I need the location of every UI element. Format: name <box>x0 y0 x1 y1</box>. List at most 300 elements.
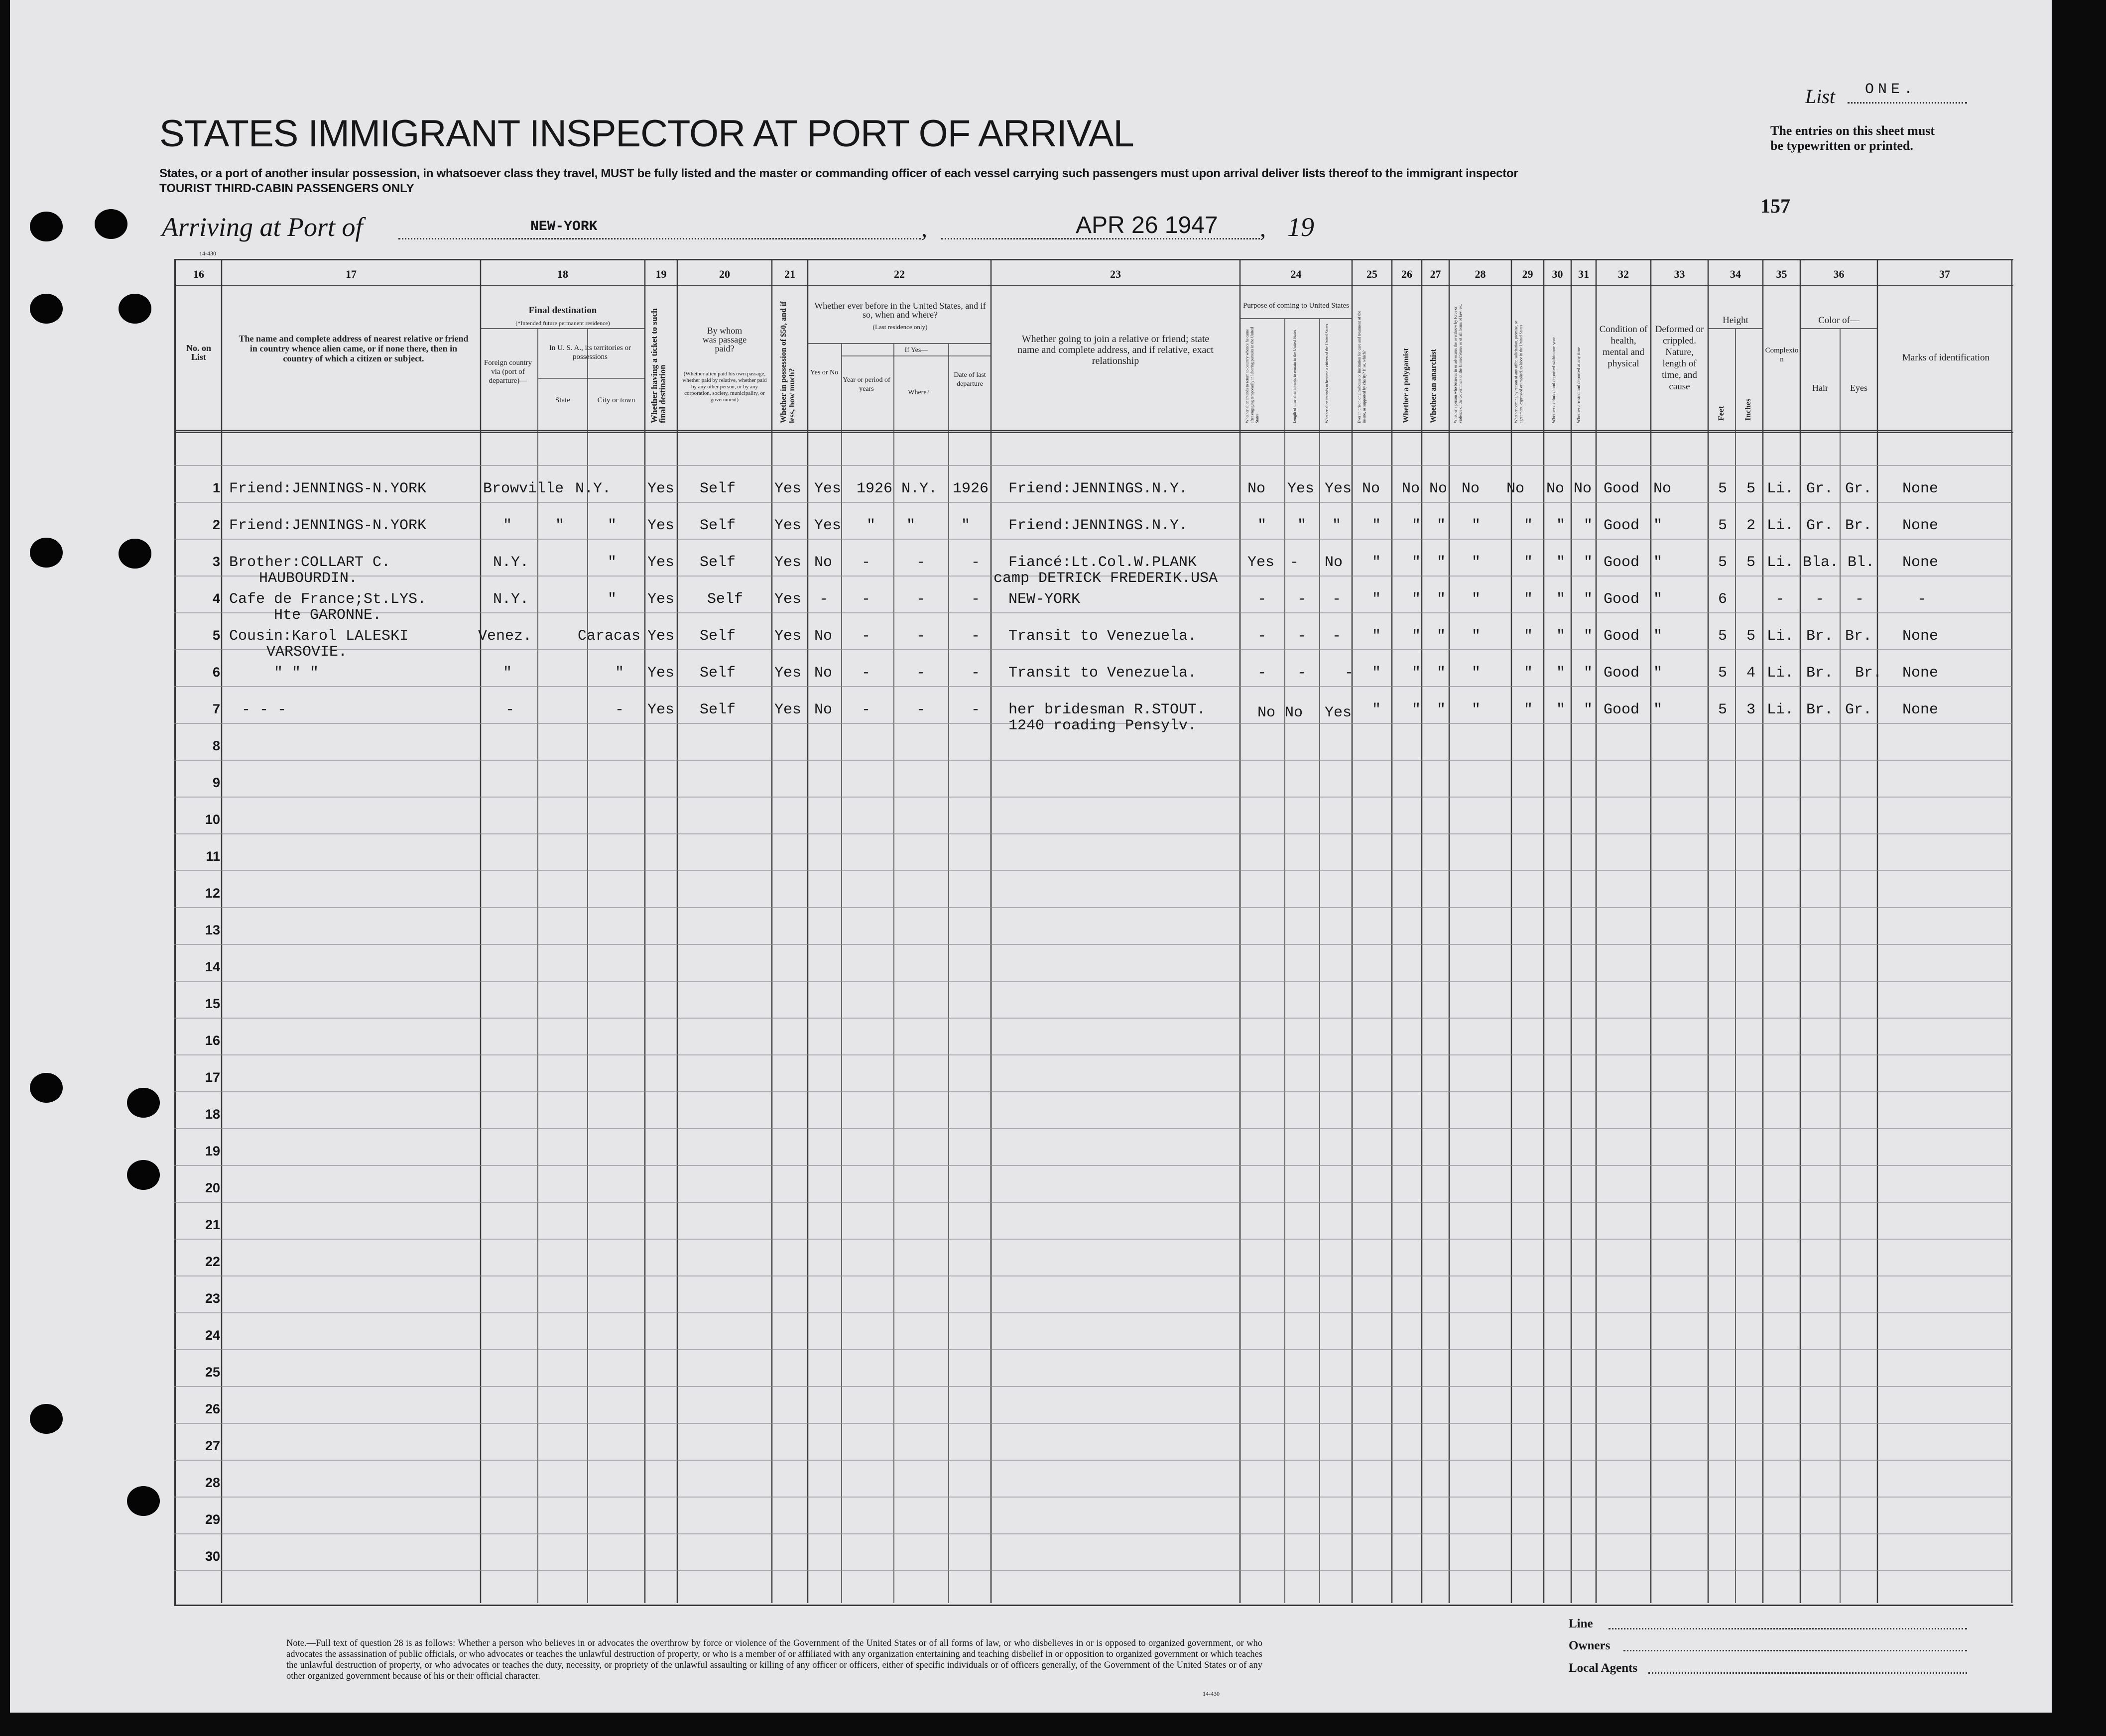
col34-header: Height <box>1723 315 1748 326</box>
advocate-cell: No <box>1462 480 1480 497</box>
row-number: 25 <box>205 1365 220 1380</box>
inches-cell: 5 <box>1746 628 1756 645</box>
purpose-return-cell: No <box>1257 704 1276 721</box>
class-note: TOURIST THIRD-CABIN PASSENGERS ONLY <box>159 182 414 195</box>
advocate-cell: " <box>1472 701 1481 718</box>
marks-cell: None <box>1902 701 1939 718</box>
row-number: 26 <box>205 1401 220 1416</box>
purpose-length-cell: - <box>1290 554 1299 571</box>
joining-cell: NEW-YORK <box>1008 591 1081 608</box>
row-number: 2 <box>212 517 220 532</box>
relative-cell: HAUBOURDIN. <box>259 570 358 587</box>
departure-cell: - <box>971 628 981 645</box>
col24-header: Purpose of coming to United States <box>1243 302 1349 310</box>
contract-cell: " <box>1524 517 1533 534</box>
where-cell: N.Y. <box>901 480 938 497</box>
year-cell: - <box>862 591 871 608</box>
anarchist-cell: " <box>1437 665 1446 682</box>
row-number: 19 <box>205 1144 220 1158</box>
col26-header: Whether a polygamist <box>1402 348 1410 423</box>
year-cell: - <box>862 701 871 718</box>
before-cell: No <box>814 701 833 718</box>
column-number: 19 <box>655 268 667 280</box>
arrested-cell: " <box>1584 665 1593 682</box>
column-number: 17 <box>346 268 357 280</box>
hair-cell: - <box>1815 591 1825 608</box>
purpose-return-cell: Yes <box>1247 554 1275 571</box>
prison-cell: " <box>1372 517 1381 534</box>
where-cell: - <box>916 665 926 682</box>
column-number: 33 <box>1674 268 1685 280</box>
purpose-length-cell: - <box>1297 591 1307 608</box>
purpose-citizen-cell: - <box>1345 665 1354 682</box>
relative-cell: - - - <box>242 701 287 718</box>
column-number: 36 <box>1833 268 1845 280</box>
sheet-right-edge <box>2052 0 2106 1736</box>
ticket-cell: Yes <box>647 628 675 645</box>
port-value: NEW-YORK <box>530 219 598 234</box>
feet-cell: 5 <box>1718 665 1728 682</box>
foreign-cell: Browville <box>483 480 564 497</box>
eyes-cell: Br. <box>1845 628 1872 645</box>
foreign-cell: " <box>503 665 512 682</box>
list-value: ONE. <box>1865 81 1917 98</box>
fifty-cell: Yes <box>774 591 802 608</box>
relative-cell: " " " <box>274 665 319 682</box>
row-number: 22 <box>205 1254 220 1269</box>
complexion-cell: Li. <box>1767 701 1794 718</box>
row-number: 7 <box>212 701 220 716</box>
col18-usa: In U. S. A., its territories or possessions <box>549 344 631 361</box>
col36-hair: Hair <box>1812 383 1828 393</box>
ticket-cell: Yes <box>647 701 675 718</box>
row-number: 29 <box>205 1512 220 1527</box>
year-prefix: 19 <box>1287 212 1314 242</box>
purpose-length-cell: " <box>1297 517 1307 534</box>
col22-where: Where? <box>908 389 930 396</box>
owners-dotted-line <box>1623 1650 1967 1651</box>
relative-cell: Hte GARONNE. <box>274 607 382 624</box>
inches-cell: 4 <box>1746 665 1756 682</box>
anarchist-cell: " <box>1437 554 1446 571</box>
health-cell: Good <box>1604 701 1640 718</box>
eyes-cell: Gr. <box>1845 701 1872 718</box>
column-number: 29 <box>1522 268 1533 280</box>
arrested-cell: " <box>1584 517 1593 534</box>
column-number: 27 <box>1430 268 1441 280</box>
relative-cell: Brother:COLLART C. <box>229 554 391 571</box>
column-number: 37 <box>1939 268 1950 280</box>
advocate-cell: " <box>1472 517 1481 534</box>
col24-return: Whether alien intends to return to country whence he came after engaging temporarily in laboring pursuits in the United States <box>1245 327 1259 423</box>
col20-note: (Whether alien paid his own passage, whether paid by relative, whether paid by any other person, or by any corporation, society, municipality, or government) <box>682 371 767 403</box>
relative-cell: Friend:JENNINGS-N.YORK <box>229 517 427 534</box>
deformed-cell: " <box>1653 554 1663 571</box>
col22-year: Year or period of years <box>843 376 890 393</box>
prison-cell: " <box>1372 701 1381 718</box>
deformed-cell: " <box>1653 628 1663 645</box>
row-number: 5 <box>212 628 220 643</box>
ticket-cell: Yes <box>647 665 675 682</box>
agents-dotted-line <box>1648 1672 1967 1674</box>
eyes-cell: Gr. <box>1845 480 1872 497</box>
column-number: 31 <box>1578 268 1589 280</box>
row-number: 16 <box>205 1033 220 1048</box>
col32-header: Condition of health, mental and physical <box>1599 324 1648 369</box>
row-number: 20 <box>205 1180 220 1195</box>
row-number: 23 <box>205 1291 220 1306</box>
excluded-cell: " <box>1556 701 1566 718</box>
hair-cell: Br. <box>1806 701 1834 718</box>
feet-cell: 5 <box>1718 628 1728 645</box>
hair-cell: Gr. <box>1806 517 1834 534</box>
row-number: 8 <box>212 738 220 753</box>
col30-header: Whether excluded and deported within one year <box>1551 337 1556 423</box>
inches-cell: 2 <box>1746 517 1756 534</box>
col19-header: Whether having a ticket to such final destination <box>649 308 667 423</box>
joining-cell: Transit to Venezuela. <box>1008 665 1197 682</box>
paid-cell: Self <box>700 517 736 534</box>
departure-cell: " <box>961 517 971 534</box>
arrested-cell: " <box>1584 628 1593 645</box>
feet-cell: 6 <box>1718 591 1728 608</box>
marks-cell: - <box>1917 591 1927 608</box>
purpose-return-cell: - <box>1257 665 1267 682</box>
purpose-return-cell: " <box>1257 517 1267 534</box>
column-number: 30 <box>1552 268 1563 280</box>
row-number: 30 <box>205 1549 220 1564</box>
eyes-cell: - <box>1855 591 1864 608</box>
prison-cell: No <box>1362 480 1380 497</box>
contract-cell: " <box>1524 628 1533 645</box>
advocate-cell: " <box>1472 554 1481 571</box>
complexion-cell: Li. <box>1767 517 1794 534</box>
before-cell: Yes <box>814 517 842 534</box>
anarchist-cell: " <box>1437 701 1446 718</box>
row-number: 24 <box>205 1328 220 1343</box>
before-cell: No <box>814 628 833 645</box>
city-cell: " <box>608 554 617 571</box>
row-number: 6 <box>212 665 220 680</box>
row-number: 11 <box>206 849 220 864</box>
row-number: 14 <box>205 959 220 974</box>
col36-header: Color of— <box>1818 315 1859 326</box>
col22-date: Date of last departure <box>954 371 986 388</box>
row-number: 27 <box>205 1438 220 1453</box>
where-cell: - <box>916 701 926 718</box>
purpose-citizen-cell: - <box>1332 591 1342 608</box>
agents-label: Local Agents <box>1569 1661 1638 1675</box>
column-number: 22 <box>894 268 905 280</box>
polygamist-cell: " <box>1412 554 1421 571</box>
contract-cell: " <box>1524 665 1533 682</box>
eyes-cell: Br. <box>1855 665 1882 682</box>
contract-cell: No <box>1506 480 1525 497</box>
owners-label: Owners <box>1569 1639 1610 1652</box>
marks-cell: None <box>1902 517 1939 534</box>
arrested-cell: No <box>1574 480 1592 497</box>
foreign-cell: " <box>503 517 512 534</box>
form-number: 14-430 <box>199 250 216 257</box>
fifty-cell: Yes <box>774 554 802 571</box>
footnote: Note.—Full text of question 28 is as follows: Whether a person who believes in or advocates the overthrow by force or violence of the Government of the United States or of all forms of law, or who disbelieves in or is opposed to organized government, or who advocates the assassination of public officials, or who advocates or teaches the unlawful destruction of property, or who is a member of or affiliated with any organization entertaining and teaching disbelief in or opposition to organized government or which teaches the unlawful destruction of property, or who advocates or teaches the duty, necessity, or propriety of the unlawful assaulting or killing of any officer or officers, either of specific individuals or of officers generally, of the Government of the United States or of any other organized government because of his or their official character. <box>286 1638 1262 1681</box>
eyes-cell: Br. <box>1845 517 1872 534</box>
feet-cell: 5 <box>1718 701 1728 718</box>
col31-header: Whether arrested and deported at any time <box>1576 347 1581 423</box>
joining-cell: 1240 roading Pensylv. <box>1008 717 1197 734</box>
inches-cell: 5 <box>1746 554 1756 571</box>
departure-cell: - <box>971 554 981 571</box>
relative-cell: Cafe de France;St.LYS. <box>229 591 427 608</box>
col18-city: City or town <box>597 396 635 404</box>
joining-cell: Friend:JENNINGS.N.Y. <box>1008 480 1188 497</box>
typewritten-note: The entries on this sheet must <box>1770 123 1935 138</box>
line-dotted-line <box>1609 1628 1967 1629</box>
prison-cell: " <box>1372 628 1381 645</box>
city-cell: " <box>608 517 617 534</box>
col20-header: By whom was passage paid? <box>702 326 747 353</box>
prison-cell: " <box>1372 591 1381 608</box>
fifty-cell: Yes <box>774 701 802 718</box>
fifty-cell: Yes <box>774 665 802 682</box>
col22-header: Whether ever before in the United States, and if so, when and where? <box>814 301 986 320</box>
col33-header: Deformed or crippled. Nature, length of time, and cause <box>1655 324 1704 392</box>
hair-cell: Gr. <box>1806 480 1834 497</box>
row-number: 13 <box>205 923 220 937</box>
feet-cell: 5 <box>1718 554 1728 571</box>
contract-cell: " <box>1524 591 1533 608</box>
form-subtitle: States, or a port of another insular possession, in whatsoever class they travel, MUST be fully listed and the master or commanding officer of each vessel carrying such passengers must upon arrival deliver lists thereof to the immigrant inspector <box>159 167 1518 180</box>
polygamist-cell: " <box>1412 628 1421 645</box>
excluded-cell: " <box>1556 591 1566 608</box>
arrested-cell: " <box>1584 554 1593 571</box>
year-cell: " <box>867 517 876 534</box>
polygamist-cell: " <box>1412 665 1421 682</box>
inches-cell: 3 <box>1746 701 1756 718</box>
column-number: 20 <box>719 268 730 280</box>
row-number: 12 <box>205 886 220 901</box>
health-cell: Good <box>1604 480 1640 497</box>
health-cell: Good <box>1604 591 1640 608</box>
line-label: Line <box>1569 1617 1593 1630</box>
departure-cell: - <box>971 665 981 682</box>
col25-header: Ever in prison or almshouse or institution for care and treatment of the insane, or supported by charity? If so, which? <box>1357 311 1366 423</box>
excluded-cell: " <box>1556 628 1566 645</box>
excluded-cell: " <box>1556 665 1566 682</box>
row-number: 1 <box>212 480 220 495</box>
col18-header: Final destination <box>528 305 597 316</box>
form-title: STATES IMMIGRANT INSPECTOR AT PORT OF ARRIVAL <box>159 113 1134 155</box>
column-number: 35 <box>1776 268 1787 280</box>
purpose-length-cell: - <box>1297 628 1307 645</box>
ticket-cell: Yes <box>647 517 675 534</box>
polygamist-cell: " <box>1412 591 1421 608</box>
where-cell: " <box>906 517 916 534</box>
column-number: 28 <box>1475 268 1486 280</box>
marks-cell: None <box>1902 665 1939 682</box>
feet-cell: 5 <box>1718 517 1728 534</box>
table-grid <box>10 0 2052 1713</box>
year-cell: - <box>862 628 871 645</box>
hair-cell: Bla. <box>1803 554 1839 571</box>
complexion-cell: Li. <box>1767 480 1794 497</box>
purpose-return-cell: - <box>1257 628 1267 645</box>
city-cell: " <box>608 591 617 608</box>
row-number: 9 <box>212 775 220 790</box>
relative-cell: VARSOVIE. <box>266 644 348 661</box>
city-cell: Caracas <box>578 628 641 645</box>
date-stamp: APR 26 1947 <box>1076 212 1218 238</box>
paid-cell: Self <box>700 480 736 497</box>
paid-cell: Self <box>700 554 736 571</box>
advocate-cell: " <box>1472 591 1481 608</box>
year-cell: - <box>862 554 871 571</box>
column-number: 21 <box>784 268 795 280</box>
paid-cell: Self <box>700 701 736 718</box>
state-cell: N.Y. <box>575 480 612 497</box>
col24-citizen: Whether alien intends to become a citizen of the United States <box>1325 324 1329 423</box>
health-cell: Good <box>1604 628 1640 645</box>
col22-yesno: Yes or No <box>810 369 839 376</box>
column-number: 26 <box>1401 268 1412 280</box>
foreign-cell: - <box>505 701 515 718</box>
purpose-citizen-cell: " <box>1332 517 1342 534</box>
feet-cell: 5 <box>1718 480 1728 497</box>
arriving-label: Arriving at Port of <box>162 212 363 242</box>
joining-cell: Friend:JENNINGS.N.Y. <box>1008 517 1188 534</box>
year-cell: 1926 <box>857 480 893 497</box>
inches-cell: 5 <box>1746 480 1756 497</box>
page-number: 157 <box>1760 195 1790 217</box>
ticket-cell: Yes <box>647 591 675 608</box>
col18-note: (*Intended future permanent residence) <box>515 320 610 327</box>
excluded-cell: " <box>1556 554 1566 571</box>
column-number: 25 <box>1366 268 1377 280</box>
hair-cell: Br. <box>1806 665 1834 682</box>
purpose-return-cell: - <box>1257 591 1267 608</box>
col29-header: Whether coming by reason of any offer, solicitation, promise, or agreement, expressed or implied, to labor in the United States <box>1514 321 1523 423</box>
arrested-cell: " <box>1584 591 1593 608</box>
arrested-cell: " <box>1584 701 1593 718</box>
purpose-return-cell: No <box>1247 480 1266 497</box>
purpose-length-cell: Yes <box>1287 480 1315 497</box>
where-cell: - <box>916 591 926 608</box>
before-cell: No <box>814 554 833 571</box>
city-cell: - <box>615 701 624 718</box>
row-number: 18 <box>205 1107 220 1122</box>
ticket-cell: Yes <box>647 554 675 571</box>
col35-header: Complexion <box>1765 347 1799 363</box>
row-number: 21 <box>205 1217 220 1232</box>
col18-state: State <box>555 396 570 404</box>
col23-header: Whether going to join a relative or friend; state name and complete address, and if relative, exact relationship <box>1017 334 1214 366</box>
col22-note: (Last residence only) <box>872 323 928 331</box>
health-cell: Good <box>1604 517 1640 534</box>
health-cell: Good <box>1604 554 1640 571</box>
column-number: 16 <box>193 268 204 280</box>
col18-foreign: Foreign country via (port of departure)— <box>484 359 532 385</box>
anarchist-cell: " <box>1437 591 1446 608</box>
col34-inches: Inches <box>1744 398 1752 421</box>
paid-cell: Self <box>700 628 736 645</box>
col28-header: Whether a person who believes in or advocates the overthrow by force or violence of the Government of the United States or of all forms of law, etc. <box>1453 304 1463 423</box>
footer-form-number: 14-430 <box>1203 1690 1220 1697</box>
col21-header: Whether in possession of $50, and if less, how much? <box>779 301 796 423</box>
departure-cell: - <box>971 701 981 718</box>
col34-feet: Feet <box>1717 406 1726 421</box>
anarchist-cell: " <box>1437 628 1446 645</box>
column-number: 32 <box>1618 268 1629 280</box>
complexion-cell: Li. <box>1767 554 1794 571</box>
paid-cell: Self <box>707 591 743 608</box>
deformed-cell: No <box>1653 480 1672 497</box>
city-cell: " <box>615 665 624 682</box>
departure-cell: 1926 <box>953 480 989 497</box>
deformed-cell: " <box>1653 517 1663 534</box>
joining-cell: her bridesman R.STOUT. <box>1008 701 1206 718</box>
relative-cell: Cousin:Karol LALESKI <box>229 628 409 645</box>
excluded-cell: No <box>1546 480 1565 497</box>
purpose-citizen-cell: No <box>1325 554 1343 571</box>
before-cell: Yes <box>814 480 842 497</box>
ticket-cell: Yes <box>647 480 675 497</box>
polygamist-cell: No <box>1402 480 1420 497</box>
paid-cell: Self <box>700 665 736 682</box>
fifty-cell: Yes <box>774 628 802 645</box>
state-cell: " <box>555 517 565 534</box>
hair-cell: Br. <box>1806 628 1834 645</box>
row-number: 28 <box>205 1475 220 1490</box>
row-number: 15 <box>205 996 220 1011</box>
comma: , <box>1260 216 1266 242</box>
typewritten-note: be typewritten or printed. <box>1770 138 1913 153</box>
fifty-cell: Yes <box>774 517 802 534</box>
row-number: 3 <box>212 554 220 569</box>
comma: , <box>921 216 927 242</box>
col36-eyes: Eyes <box>1850 383 1867 393</box>
purpose-citizen-cell: - <box>1332 628 1342 645</box>
anarchist-cell: No <box>1429 480 1448 497</box>
col17-header: The name and complete address of nearest relative or friend in country whence alien came, or if none there, then in country of which a citizen or subject. <box>239 334 469 363</box>
polygamist-cell: " <box>1412 701 1421 718</box>
prison-cell: " <box>1372 554 1381 571</box>
purpose-length-cell: No <box>1285 704 1303 721</box>
row-number: 4 <box>212 591 220 606</box>
manifest-sheet <box>10 0 2052 1713</box>
complexion-cell: - <box>1775 591 1785 608</box>
col24-length: Length of time alien intends to remain in the United States <box>1292 330 1297 423</box>
marks-cell: None <box>1902 480 1939 497</box>
polygamist-cell: " <box>1412 517 1421 534</box>
advocate-cell: " <box>1472 665 1481 682</box>
prison-cell: " <box>1372 665 1381 682</box>
col16-header: No. on List <box>186 343 211 362</box>
col22-ifyes: If Yes— <box>904 347 928 354</box>
complexion-cell: Li. <box>1767 665 1794 682</box>
foreign-cell: Venez. <box>478 628 532 645</box>
deformed-cell: " <box>1653 591 1663 608</box>
column-number: 23 <box>1110 268 1121 280</box>
purpose-citizen-cell: Yes <box>1325 480 1352 497</box>
joining-cell: Transit to Venezuela. <box>1008 628 1197 645</box>
year-cell: - <box>862 665 871 682</box>
contract-cell: " <box>1524 701 1533 718</box>
col27-header: Whether an anarchist <box>1429 349 1438 423</box>
column-number: 34 <box>1730 268 1741 280</box>
where-cell: - <box>916 554 926 571</box>
column-number: 24 <box>1290 268 1302 280</box>
purpose-length-cell: - <box>1297 665 1307 682</box>
